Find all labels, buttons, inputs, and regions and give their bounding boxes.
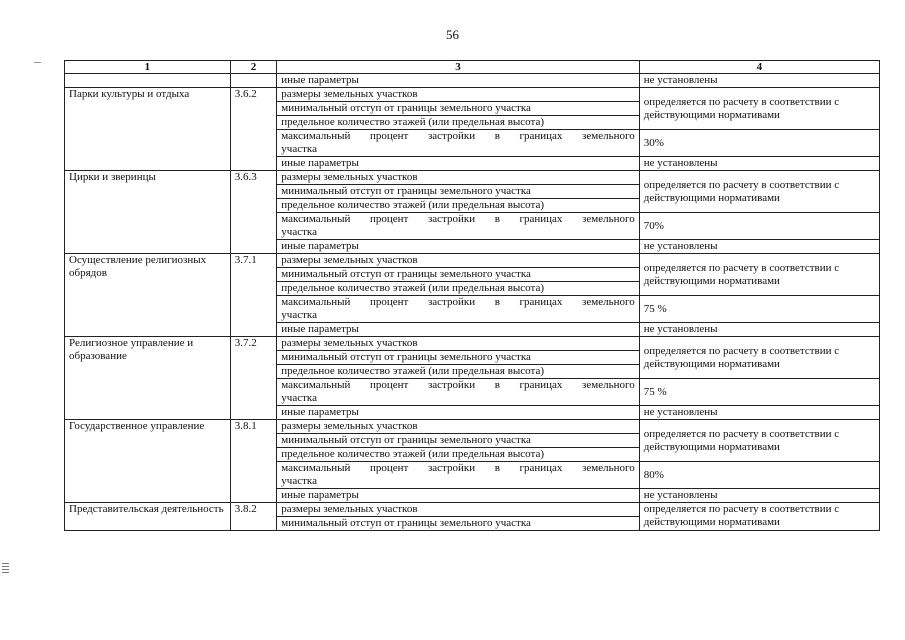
- parameter-name: размеры земельных участков: [277, 88, 639, 102]
- parameter-name: предельное количество этажей (или предельная высота): [277, 365, 639, 379]
- regulations-table: [64, 60, 880, 531]
- parameter-value: не установлены: [639, 489, 879, 503]
- table-row: [65, 171, 880, 185]
- activity-code: 3.8.2: [230, 503, 277, 531]
- parameter-value: 30%: [639, 130, 879, 157]
- parameter-name: [277, 213, 639, 240]
- activity-name: Цирки и зверинцы: [65, 171, 231, 254]
- parameter-name-line: участка: [281, 143, 317, 155]
- table-row: [65, 337, 880, 351]
- activity-name: Религиозное управление и образование: [65, 337, 231, 420]
- parameter-name: [277, 296, 639, 323]
- parameter-name: иные параметры: [277, 406, 639, 420]
- header-row: [65, 61, 880, 74]
- parameter-value: не установлены: [639, 406, 879, 420]
- parameter-name: минимальный отступ от границы земельного участка: [277, 185, 639, 199]
- parameter-value: не установлены: [639, 240, 879, 254]
- parameter-name: предельное количество этажей (или предельная высота): [277, 199, 639, 213]
- activity-code: [230, 74, 277, 88]
- parameter-value: определяется по расчету в соответствии с действующими нормативами: [639, 503, 879, 531]
- parameter-name: [277, 379, 639, 406]
- parameter-name-line: максимальный процент застройки в границах земельного: [281, 296, 635, 308]
- header-col-3: 3: [277, 61, 639, 74]
- table-row: [65, 88, 880, 102]
- parameter-name: [277, 130, 639, 157]
- parameter-name: размеры земельных участков: [277, 337, 639, 351]
- parameter-name: минимальный отступ от границы земельного участка: [277, 351, 639, 365]
- parameter-name-line: участка: [281, 392, 317, 404]
- parameter-name: минимальный отступ от границы земельного участка: [277, 517, 639, 531]
- parameter-name: иные параметры: [277, 489, 639, 503]
- parameter-name: размеры земельных участков: [277, 420, 639, 434]
- parameter-name: предельное количество этажей (или предельная высота): [277, 448, 639, 462]
- parameter-name: минимальный отступ от границы земельного участка: [277, 268, 639, 282]
- table-row: [65, 74, 880, 88]
- parameter-name-line: максимальный процент застройки в границах земельного: [281, 462, 635, 474]
- parameter-value: 80%: [639, 462, 879, 489]
- parameter-value: определяется по расчету в соответствии с действующими нормативами: [639, 88, 879, 130]
- parameter-value: 75 %: [639, 296, 879, 323]
- activity-name: Парки культуры и отдыха: [65, 88, 231, 171]
- parameter-name: [277, 462, 639, 489]
- parameter-name: иные параметры: [277, 157, 639, 171]
- parameter-value: 70%: [639, 213, 879, 240]
- parameter-name: предельное количество этажей (или предельная высота): [277, 116, 639, 130]
- parameter-name-line: участка: [281, 309, 317, 321]
- activity-code: 3.6.3: [230, 171, 277, 254]
- parameter-value: определяется по расчету в соответствии с действующими нормативами: [639, 254, 879, 296]
- header-col-1: 1: [65, 61, 231, 74]
- header-col-2: 2: [230, 61, 277, 74]
- side-marks: [2, 563, 9, 575]
- activity-code: 3.7.2: [230, 337, 277, 420]
- table-row: [65, 420, 880, 434]
- parameter-value: определяется по расчету в соответствии с действующими нормативами: [639, 337, 879, 379]
- activity-code: 3.6.2: [230, 88, 277, 171]
- parameter-name: предельное количество этажей (или предельная высота): [277, 282, 639, 296]
- parameter-name: иные параметры: [277, 323, 639, 337]
- activity-code: 3.7.1: [230, 254, 277, 337]
- page-number: 56: [446, 27, 459, 42]
- parameter-name: минимальный отступ от границы земельного участка: [277, 434, 639, 448]
- parameter-value: не установлены: [639, 157, 879, 171]
- table-row: [65, 254, 880, 268]
- parameter-name-line: участка: [281, 226, 317, 238]
- parameter-value: не установлены: [639, 323, 879, 337]
- parameter-name: размеры земельных участков: [277, 503, 639, 517]
- table-row: [65, 503, 880, 517]
- header-col-4: 4: [639, 61, 879, 74]
- margin-mark: [34, 62, 41, 63]
- parameter-name-line: участка: [281, 475, 317, 487]
- activity-code: 3.8.1: [230, 420, 277, 503]
- parameter-name-line: максимальный процент застройки в границах земельного: [281, 379, 635, 391]
- parameter-name: иные параметры: [277, 74, 639, 88]
- activity-name: [65, 74, 231, 88]
- activity-name: Осуществление религиозных обрядов: [65, 254, 231, 337]
- activity-name: Представительская деятельность: [65, 503, 231, 531]
- activity-name: Государственное управление: [65, 420, 231, 503]
- parameter-name: иные параметры: [277, 240, 639, 254]
- parameter-name-line: максимальный процент застройки в границах земельного: [281, 213, 635, 225]
- parameter-value: определяется по расчету в соответствии с действующими нормативами: [639, 420, 879, 462]
- parameter-name: размеры земельных участков: [277, 171, 639, 185]
- parameter-value: 75 %: [639, 379, 879, 406]
- parameter-value: определяется по расчету в соответствии с действующими нормативами: [639, 171, 879, 213]
- parameter-name-line: максимальный процент застройки в границах земельного: [281, 130, 635, 142]
- parameter-name: минимальный отступ от границы земельного участка: [277, 102, 639, 116]
- parameter-value: не установлены: [639, 74, 879, 88]
- parameter-name: размеры земельных участков: [277, 254, 639, 268]
